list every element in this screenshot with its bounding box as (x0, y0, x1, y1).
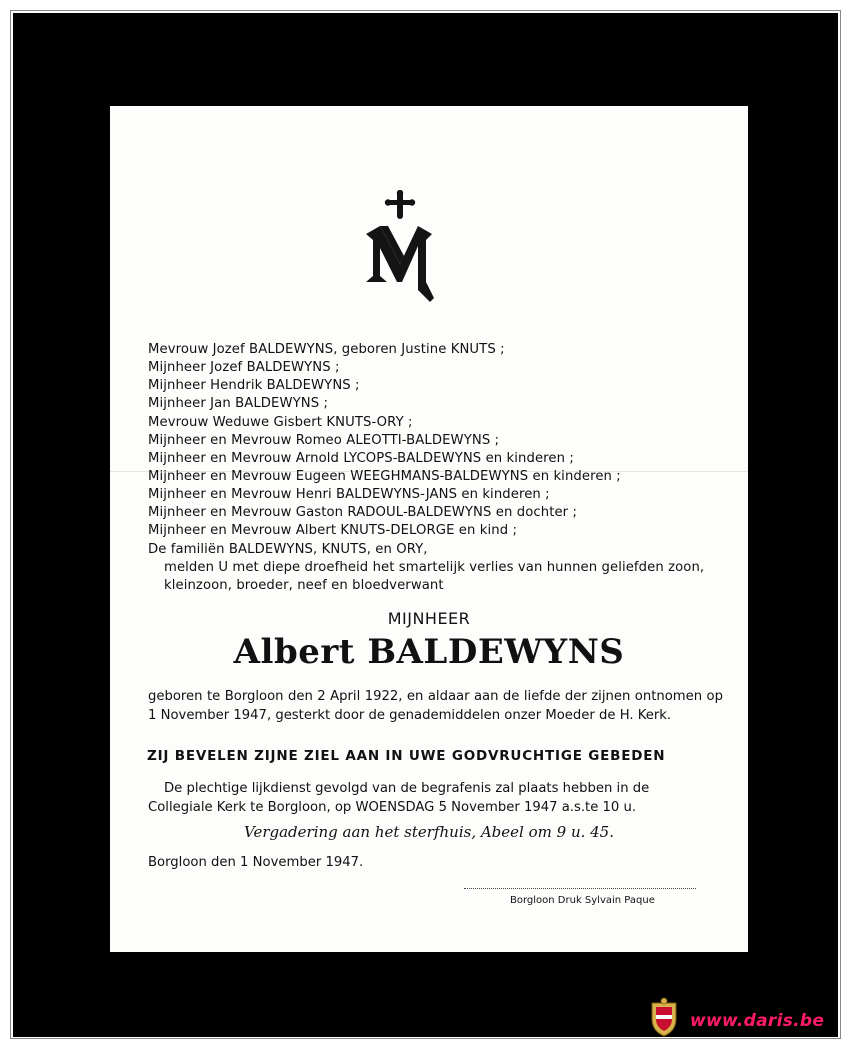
funeral-line: De plechtige lijkdienst gevolgd van de begrafenis zal plaats hebben in de (164, 781, 650, 796)
family-line: Mevrouw Jozef BALDEWYNS, geboren Justine KNUTS ; (148, 342, 505, 357)
family-line: Mijnheer en Mevrouw Eugeen WEEGHMANS-BALDEWYNS en kinderen ; (148, 468, 621, 484)
family-line: Mijnheer Hendrik BALDEWYNS ; (148, 378, 360, 394)
meeting-note: Vergadering aan het sterfhuis, Abeel om 9 u. 45. (244, 823, 614, 841)
death-notice-card (110, 106, 748, 952)
family-line: Mijnheer Jozef BALDEWYNS ; (148, 360, 340, 376)
family-line: Mijnheer en Mevrouw Henri BALDEWYNS-JANS en kinderen ; (148, 487, 550, 503)
honorific: MIJNHEER (387, 609, 471, 628)
family-list (148, 341, 738, 595)
marian-monogram-icon (360, 190, 440, 310)
family-line: Mijnheer en Mevrouw Romeo ALEOTTI-BALDEWYNS ; (148, 432, 500, 448)
funeral-details (148, 779, 728, 817)
place-and-date: Borgloon den 1 November 1947. (148, 855, 364, 870)
announcement-line: melden U met diepe droefheid het smartelijk verlies van hunnen geliefden zoon, (164, 559, 705, 575)
prayer-request: ZIJ BEVELEN ZIJNE ZIEL AAN IN UWE GODVRUCHTIGE GEBEDEN (147, 748, 666, 764)
announcement-line: kleinzoon, broeder, neef en bloedverwant (164, 577, 444, 593)
biography: geboren te Borgloon den 2 April 1922, en aldaar aan de liefde der zijnen ontnomen op 1 November 1947, gesterkt door de genademiddelen onzer Moeder de H. Kerk. (148, 689, 723, 723)
printer-credit: Borgloon Druk Sylvain Paque (510, 895, 655, 906)
funeral-line: Collegiale Kerk te Borgloon, op WOENSDAG 5 November 1947 a.s.te 10 u. (148, 800, 637, 815)
deceased-name: Albert BALDEWYNS (233, 632, 625, 672)
watermark-url[interactable]: www.daris.be (690, 1011, 825, 1031)
dotted-divider (464, 888, 696, 889)
family-line: Mevrouw Weduwe Gisbert KNUTS-ORY ; (148, 414, 413, 430)
family-line: De familiën BALDEWYNS, KNUTS, en ORY, (148, 541, 428, 557)
family-line: Mijnheer en Mevrouw Gaston RADOUL-BALDEWYNS en dochter ; (148, 505, 578, 521)
coat-of-arms-icon (648, 997, 680, 1037)
family-line: Mijnheer en Mevrouw Albert KNUTS-DELORGE en kind ; (148, 523, 518, 539)
family-line: Mijnheer Jan BALDEWYNS ; (148, 396, 329, 412)
family-line: Mijnheer en Mevrouw Arnold LYCOPS-BALDEWYNS en kinderen ; (148, 450, 574, 466)
